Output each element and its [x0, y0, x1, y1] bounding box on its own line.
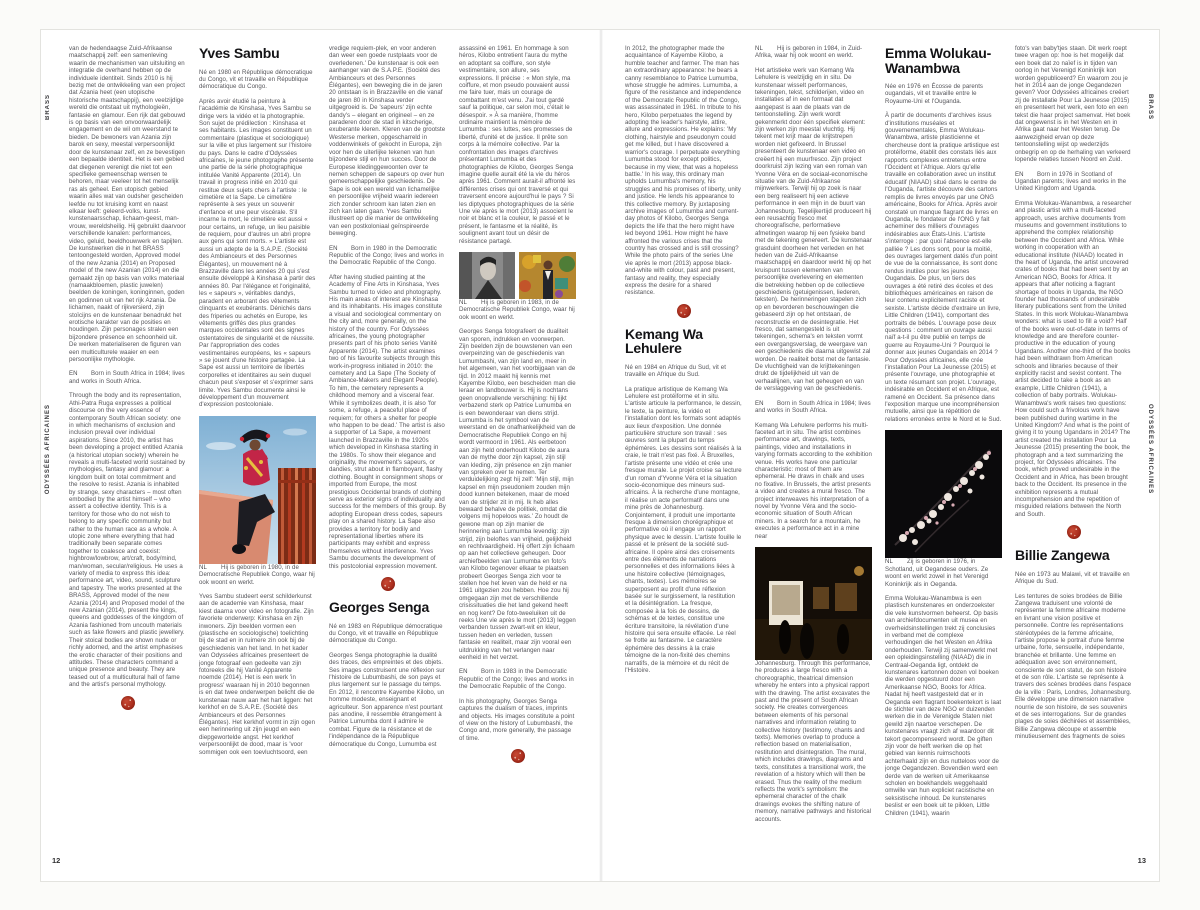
- language-paragraph: NL Zij is geboren in 1976, in Schotland, uit Oegandese ouders. Ze woont en werkt zowel in het Verenigd Koninkrijk als in Oeganda.: [885, 558, 989, 588]
- photo-kemang-installation-view: [755, 547, 872, 660]
- text-column: [755, 45, 872, 859]
- artist-name-heading: Kemang Wa Lehulere: [625, 325, 703, 357]
- body-paragraph: foto's van baby'tjes staan. Dit werk roept twee vragen op: hoe is het mogelijk dat een boek dat zo naïef is in tijden van oorlog in het Verenigd Koninkrijk kon worden gepubliceerd? En waarom zou je het in 2014 aan de jonge Oegandezen geven? Voor Odyssées africaines creëert zij de installatie Pour La Jeunesse (2015) en presenteert het werk, een foto en een tekst die haar project samenvat. Het boek dat ongewenst is in het Westen en in Afrika gaat naar het Westen terug. De aanwezigheid ervan op deze tentoonstelling wijst op wederzijds onbegrip en op de herhaling van verkeerd lopende relaties tussen Noord en Zuid.: [1015, 45, 1131, 164]
- edge-label-odyssees-africaines: ODYSSÉES AFRICAINES: [45, 404, 51, 495]
- language-paragraph: EN Born in 1983 in the Democratic Republic of the Congo; lives and works in the Democratic Republic of the Congo.: [459, 668, 574, 691]
- artist-name-heading: Georges Senga: [329, 599, 430, 616]
- language-marker: EN: [755, 399, 764, 407]
- language-marker: EN: [1015, 170, 1024, 178]
- red-seal-stamp: [1067, 525, 1081, 539]
- body-paragraph: vredige requiem-plek, en voor anderen dan weer een goede rustplaats voor de overledenen.' De kunstenaar is ook een aanhanger van de S.A.P.E. (Société des Ambianceurs et des Personnes Élégantes), een beweging die in de jaren 20 ontstaan is in Brazzaville en die vanaf de jaren 80 in Kinshasa verder uitgegroeid is. De 'sapeurs' zijn echte dandy's – elegant en origineel – en ze paraderen door de stad in kitscherige, exuberante kleren. Kleren van de grootste Westerse merken, opgescharreld in voddenwinkels of gekocht in Europa, zijn voor hen de uiterlijke tekenen van hun bijzondere stijl en hun succes. Door de Europese kledinggewoonten over te nemen scheppen de sapeurs op over hun gemeenschappelijke geschiedenis. De Sape is ook een wereld van lichamelijke en persoonlijke vrijheid waarin iedereen zich zonder schroom kan laten zien en zich kan laten gaan. Yves Sambu illustreert op die manier de ontwikkeling van een postkoloniaal geïnspireerde beweging.: [329, 45, 446, 238]
- body-paragraph: Johannesburg. Through this performance, he produces a large fresco with a choreographic, theatrical dimension whereby he enters into a physical rapport with the drawing. The artist excavates the past and the present of South African society. He creates convergences between elements of his personal narratives and information relating to collective history (testimony, chants and texts). Memories overlap to produce a reflection based on materialisation, restitution and disintegration. The mural, which includes drawings, diagrams and texts, constitutes a transitional work, the revelation of a history which will then be erased. Thus the reality of the medium reflects the work's symbolism: the ephemeral character of the chalk drawings evokes the shifting nature of memory, narrative pathways and historical accounts.: [755, 660, 872, 823]
- body-paragraph: Georges Senga photographie la dualité des traces, des empreintes et des objets. Ses images construisent une réflexion sur l'histoire de Lubumbashi, de son pays et plus largement sur le passage du temps. En 2012, il rencontre Kayembe Kilobo, un homme modeste, enseignant et agriculteur. Son apparence n'est pourtant pas anodine, il ressemble étrangement à Patrice Lumumba dont il admire le combat. Figure de la résistance et de l'indépendance de la République démocratique du Congo, Lumumba est: [329, 651, 445, 748]
- red-seal-stamp: [381, 577, 395, 591]
- text-column: [69, 45, 186, 859]
- language-marker: NL: [755, 45, 763, 52]
- body-paragraph: Kemang Wa Lehulere performs his multi-faceted art in situ. The artist combines performance art, drawings, texts, paintings, video and installations in varying formats according to the exhibition venue. His works have one particular characteristic: most of them are ephemeral. He draws in chalk and uses no fixative. In Brussels, the artist presents a video and creates a mural fresco. The project interweaves his interpretation of a novel by Yvonne Véra and the socio-economic situation of South African miners. In a search for a mountain, he executes a performance act in a mine near: [755, 421, 872, 540]
- text-column: [459, 45, 576, 859]
- edge-label-brass: BRASS: [1147, 94, 1153, 121]
- body-paragraph: Après avoir étudié la peinture à l'académie de Kinshasa, Yves Sambu se dirige vers la vidéo et la photographie. Son sujet de prédilection : Kinshasa et ses habitants. Les images constituent un commentaire (plastique et sociologique) sur la ville et plus largement sur l'histoire du pays. Dans le cadre d'Odyssées africaines, le jeune photographe présente une partie de la série photographique intitulée Vanité Apparente (2014). Un travail in progress initié en 2010 qui restitue deux sujets chers à l'artiste : le cimetière et la Sape. Le cimetière représente à ses yeux un souvenir d'enfance et une peur viscérale. S'il incarne la mort, le cimetière est aussi « pour certains, un refuge, un lieu paisible de requiem, pour d'autres un abri propre aux gens qui sont morts. » L'artiste est aussi un adepte de la S.A.P.E. (Société des Ambianceurs et des Personnes Élégantes), un mouvement né à Brazzaville dans les années 20 qui s'est ensuite développé à Kinshasa à partir des années 80. Par l'élégance et l'originalité, les « sapeurs », véritables dandys, paradent en arborant des vêtements clinquants et exubérants. Dénichés dans des friperies ou achetés en Europe, les vêtements griffés des plus grandes marques occidentales sont des signes ostentatoires de singularité et de réussite. Par l'appropriation des codes vestimentaires européens, les « sapeurs » se jouent d'une histoire partagée. La Sape est aussi un territoire de libertés corporelles et identitaires au sein duquel chacun peut s'exposer et s'exprimer sans limite. Yves Sambu documente ainsi le développement d'un mouvement d'expression postcoloniale.: [199, 97, 316, 409]
- text-column: [329, 45, 446, 859]
- language-marker: EN: [459, 668, 468, 676]
- photo-emma-blossoms: [885, 430, 1002, 558]
- body-paragraph: Through the body and its representation, Athi-Patra Ruga expresses a political discourse on the very essence of contemporary South African society: one in which mechanisms of exclusion and inclusion prevail over individual aspirations. Since 2010, the artist has been developing a project entitled Azania (a historical utopian society) wherein he reveals a multi-faceted world sustained by mythologies, fantasy and glamour: a kingdom built on total commitment and the resolve to resist. Azania is inhabited by strange, sexy characters – most often embodied by the artist himself – who assert a collective identity. This is a territory for those who do not wish to belong to any specific community but rather to the human race as a whole. A utopic zone where everything that had traditionally been separate comes together to coalesce and coexist: highbrow/lowbrow, art/craft, body/mind, man/woman, secular/religious. He uses a variety of media to express this idea: performance art, video, sound, sculpture and tapestry. The works presented at the BRASS, Approved model of the new Azania (2014) and Proposed model of the new Azanian (2014), present the kings, queens and goddesses of the kingdom of Azania fashioned from uncouth materials such as fake flowers and plastic jewellery. Their stoical bodies are shown nude or richly adorned, and the artist emphasises the erotic character of their positions and attitudes. These characters command a unique presence and beauty. They are teased out of a multicultural hall of fame and the artist's personal mythology.: [69, 392, 186, 689]
- columns-left: [69, 45, 576, 859]
- photo-yves-sambu-sapeur: [199, 416, 316, 564]
- language-paragraph: EN Born in South Africa in 1984; lives and works in South Africa.: [755, 399, 871, 415]
- body-paragraph: Né en 1984 en Afrique du Sud, vit et travaille en Afrique du Sud.: [625, 363, 726, 379]
- edge-label-odyssees-africaines: ODYSSÉES AFRICAINES: [1147, 404, 1153, 495]
- columns-right: [625, 45, 1132, 859]
- body-paragraph: Het artistieke werk van Kemang Wa Lehulere is veelzijdig en in situ. De kunstenaar wisselt performances, tekeningen, tekst, schilderijen, video en installaties af in een formaat dat aangepast is aan de plaats van de tentoonstelling. Zijn werk wordt gekenmerkt door één specifiek element: zijn werken zijn meestal vluchtig. Hij tekent met krijt maar de krijtstrepen worden niet gefixeerd. In Brussel presenteert de kunstenaar een video en creëert hij een muurfresco. Zijn project doorkruist zijn lezing van een roman van Yvonne Véra en de sociaal-economische situatie van de Zuid-Afrikaanse mijnwerkers. Terwijl hij op zoek is naar een berg realiseert hij een actieve performance in een mijn in de buurt van Johannesburg. Tegelijkertijd produceert hij een reusachtig fresco met choreografische, performatieve afmetingen waarop hij een fysieke band met de tekening genereert. De kunstenaar grasduint doorheen het verleden en het heden van de Zuid-Afrikaanse maatschappij en daardoor werkt hij op het kruispunt tussen elementen van persoonlijke overlevering en elementen die betrekking hebben op de collectieve geschiedenis (getuigenissen, liederen, teksten). De herinneringen stapelen zich op en bevorderen beschouwingen die gebaseerd zijn op het ontstaan, de reconstructie en de desintegratie. Het fresco, dat samengesteld is uit tekeningen, schema's en teksten vormt een overgangsverslag, de weergave van een geschiedenis die daarna uitgewist zal worden. De realiteit botst met de fantasie. De vluchtigheid van de krijttekeningen drukt de tijdelijkheid uit van de verhaallijnen, van het geheugen en van de verslaggeving van de geschiedenis.: [755, 66, 872, 393]
- language-paragraph: EN Born in South Africa in 1984; lives and works in South Africa.: [69, 370, 185, 385]
- spine-divider: [599, 30, 603, 881]
- magazine-spread: [40, 29, 1160, 882]
- page-right: [600, 30, 1159, 881]
- body-paragraph: In his photography, Georges Senga captures the dualism of traces, imprints and objects. His images constitute a point of view on the history of Lubumbashi, the Congo and, more generally, the passage of time.: [459, 697, 575, 742]
- language-paragraph: EN Born in 1980 in the Democratic Republic of the Congo; lives and works in the Democratic Republic of the Congo.: [329, 244, 444, 267]
- body-paragraph: assassiné en 1961. En hommage à son héros, Kilobo entretient l'aura du mythe en adoptant sa coiffure, son style vestimentaire, son allure, ses expressions. Il précise : « Mon style, ma coiffure, et mon pseudo pouvaient aussi me faire tuer, mais un courage de combattant m'est venu. J'ai tout gardé sauf la politique, car selon moi, c'était le désespoir. » À sa manière, l'homme ordinaire maintient la mémoire de Lumumba : ses luttes, ses promesses de liberté, d'unité et de justice. Il prête son corps à la mémoire collective. Par la confrontation des images d'archives présentant Lumumba et des photographies de Kilobo, Georges Senga imagine quelle aurait été la vie du héros après 1961. Comment aurait-il affronté les différentes crises qui ont traversé et qui traversent encore aujourd'hui le pays ? Si les diptyques photographiques de la série Une vie après le mort (2013) associent le noir et blanc et la couleur, le passé et le présent, le fantasme et la réalité, ils soulignent avant tout un désir de résistance partagé.: [459, 45, 576, 245]
- body-paragraph: Emma Wolukau-Wanambwa is een plastisch kunstenares en onderzoekster die vele kunstvormen beheerst. Op basis van archiefdocumenten uit musea en overheidsinstellingen trekt zij conclusies in verband met de complexe verhoudingen die het Westen en Afrika onderhouden. Terwijl zij samenwerkt met een opleidingsinstelling (NIAAD) die in Centraal-Oeganda ligt, ontdekt de kunstenares kartonnen dozen vol boeken die werden opgestuurd door een Amerikaanse NGO, Books for Africa. Nadat hij heeft vastgesteld dat er in Oeganda een flagrant boekentekort is laat de stichter van deze NGO er duizenden werken die in de Verenigde Staten niet gewild zijn naartoe verschepen. De kunstenares vraagt zich af waardoor dit tekort gecompenseerd wordt. De giften zijn voor de helft werken die op het gebied van kennis ruimschoots achterhaald zijn en dus nutteloos voor de jonge Oegandezen. Bovendien werd een derde van de werken uit Amerikaanse scholen en boekhandels weggehaald omwille van hun expliciet racistische en seksistische inhoud. De kunstenares beslist er een boek uit te pikken, Little Children (1941), waarin: [885, 594, 1002, 817]
- body-paragraph: Née en 1973 au Malawi, vit et travaille en Afrique du Sud.: [1015, 570, 1130, 586]
- artist-name-heading: Yves Sambu: [199, 45, 280, 61]
- page-left: [41, 30, 600, 881]
- text-column: [199, 45, 316, 859]
- language-paragraph: NL Hij is geboren in 1983, in de Democratische Republiek Congo, waar hij ook woont en werkt.: [459, 298, 575, 321]
- body-paragraph: La pratique artistique de Kemang Wa Lehulere est protéiforme et in situ. L'artiste articule la performance, le dessin, le texte, la peinture, la vidéo et l'installation dont les formats sont adaptés aux lieux d'exposition. Une donnée particulière structure son travail : ses œuvres sont la plupart du temps éphémères. Les dessins sont réalisés à la craie, le trait n'est pas fixé. À Bruxelles, l'artiste présente une vidéo et crée une fresque murale. Le projet croise sa lecture d'un roman d'Yvonne Véra et la situation socio-économique des mineurs sud-africains. À la recherche d'une montagne, il réalise un acte performatif dans une mine près de Johannesburg. Conjointement, il produit une importante fresque à dimension chorégraphique et performative où il engage un rapport physique avec le dessin. L'artiste fouille le passé et le présent de la société sud-africaine. Il opère ainsi des croisements entre des éléments de narrations personnelles et des informations liées à une histoire collective (témoignages, chants, textes). Les mémoires se superposent au profit d'une réflexion basée sur le surgissement, la restitution et la désintégration. La fresque, composée à la fois de dessins, de schémas et de textes, constitue une écriture transitoire, la révélation d'une histoire qui sera ensuite effacée. Le réel se frotte au fantasme. Le caractère éphémère des dessins à la craie témoigne de la non-fixité des chemins narratifs, de la mémoire et du récit de l'Histoire.: [625, 385, 742, 675]
- body-paragraph: Emma Wolukau-Wanambwa, a researcher and plastic artist with a multi-faceted approach, uses archive documents from museums and government institutions to apprehend the complex relationship between the Occident and Africa. While working in cooperation with an educational institute (NIAAD) located in the heart of Uganda, the artist uncovered crates of books that had been sent by an American NGO, Books for Africa. It appears that after noticing a flagrant shortage of books in Uganda, the NGO founder had thousands of undesirable literary publications sent from the United States. In this work Wolukau-Wanambwa wonders: what is used to fill a void? Half of the books were out-of-date in terms of knowledge and are therefore counter-productive in the education of young Ugandans. Another one-third of the books had been withdrawn from American schools and libraries because of their explicitly racist and sexist content. The artist decided to take a book as an example, Little Children (1941), a collection of baby portraits. Wolukau-Wanambwa's work raises two questions: How could such a frivolous work have been published during wartime in the United Kingdom? And what is the point of giving it to young Ugandans in 2014? The artist created the installation Pour La Jeunesse (2015) presenting the book, the photograph and a text summarizing the project, for Odyssées africaines. The book, which proved undesirable in the Occident and in Africa, has been brought back to the Occident. Its presence in the exhibition represents a mutual incomprehension and the repetition of misguided relations between the North and South.: [1015, 199, 1132, 518]
- text-column: [625, 45, 742, 859]
- text-column: [885, 45, 1002, 859]
- language-marker: EN: [69, 370, 78, 378]
- language-paragraph: NL Hij is geboren in 1980, in de Democratische Republiek Congo, waar hij ook woont en werkt.: [199, 563, 315, 586]
- red-seal-stamp: [121, 696, 135, 710]
- artist-name-heading: Emma Wolukau-Wanambwa: [885, 45, 992, 76]
- body-paragraph: À partir de documents d'archives issus d'institutions muséales et gouvernementales, Emma Wolukau-Wanambwa, artiste plasticienne et chercheuse dont la pratique artistique est protéiforme, établit des constats liés aux rapports complexes entretenus entre l'Occident et l'Afrique. Alors qu'elle travaille en collaboration avec un institut éducatif (NIAAD) situé dans le centre de l'Ouganda, l'artiste découvre des cartons remplis de livres envoyés par une ONG américaine, Books for Africa. Après avoir constaté un manque flagrant de livres en Ouganda, le fondateur de l'ONG y fait acheminer des milliers d'ouvrages indésirables aux États-Unis. L'artiste s'interroge : par quoi l'absence est-elle palliée ? Les dons sont, pour la moitié, des ouvrages largement datés d'un point de vue de la connaissance, ils sont donc rendus inutiles pour les jeunes Ougandais. De plus, un tiers des ouvrages a été retiré des écoles et des bibliothèques américaines en raison de leur contenu explicitement raciste et sexiste. L'artiste décide d'extraire un livre, Little Children (1941), comportant des portraits de bébés. L'ouvrage pose deux questions : comment un ouvrage aussi naïf a-t-il pu être publié en temps de guerre au Royaume-Uni ? Pourquoi le donner aux jeunes Ougandais en 2014 ? Pour Odyssées africaines, elle crée l'installation Pour La Jeunesse (2015) et présente l'ouvrage, une photographie et un texte résumant son projet. L'ouvrage, indésirable en Occident et en Afrique, est ramené en Occident. Sa présence dans l'exposition marque une incompréhension mutuelle, ainsi que la répétition de relations erronées entre le Nord et le Sud.: [885, 112, 1002, 423]
- text-column: [1015, 45, 1132, 859]
- language-marker: NL: [459, 298, 467, 306]
- body-paragraph: Né en 1980 en République démocratique du Congo, vit et travaille en République démocratique du Congo.: [199, 68, 313, 91]
- language-marker: NL: [885, 558, 893, 566]
- edge-label-brass: BRASS: [45, 94, 51, 121]
- body-paragraph: In 2012, the photographer made the acquaintance of Kayembe Kilobo, a humble teacher and farmer. The man has an extraordinary appearance: he bears a canny resemblance to Patrice Lumumba, whose struggle he admires. Lumumba, a figure of the resistance and independence of the Democratic Republic of the Congo, was assassinated in 1961. In tribute to his hero, Kilobo perpetuates the legend by adopting the leader's hairstyle, attire, allure and expressions. He explains: 'My clothing, hairstyle and pseudonym could get me killed, but I have discovered a warrior's courage. I perpetuate everything Lumumba stood for except politics, because in my view, that was a hopeless battle.' In his way, this ordinary man upholds Lumumba's memory, his struggles and his promises of liberty, unity and justice. He lends his appearance to this collective memory. By juxtaposing archive images of Lumumba and current-day photos of Kilobo, Georges Senga depicts the life that the hero might have led beyond 1961. How might he have affronted the various crises that the country has crossed and is still crossing? While the photo pairs of the series Une vie après le mort (2013) appose black-and-white with colour, past and present, fantasy and reality, they especially express the desire for a shared resistance.: [625, 45, 742, 297]
- language-paragraph: NL Hij is geboren in 1984, in Zuid-Afrika, waar hij ook woont en werkt.: [755, 45, 863, 60]
- artist-name-heading: Billie Zangewa: [1015, 547, 1110, 564]
- body-paragraph: After having studied painting at the Academy of Fine Arts in Kinshasa, Yves Sambu turned to video and photography. His main areas of interest are Kinshasa and its inhabitants. His images constitute a visual and sociological commentary on the city and, more generally, on the history of the country. For Odyssées africaines, the young photographer presents part of his photo series Vanité Apparente (2014). The artist examines two of his favourite subjects through this work-in-progress initiated in 2010: the cemetery and La Sape (The Society of Ambiance-Makers and Elegant People). To him, the cemetery represents a childhood memory and a visceral fear. While it symbolizes death, it is also 'for some, a refuge, a peaceful place of requiem; for others a shelter for people who happen to be dead.' The artist is also a supporter of La Sape, a movement launched in Brazzaville in the 1920s which developed in Kinshasa starting in the 1980s. To show their elegance and originality, the movement's sapeurs, or dandies, strut about in flamboyant, flashy clothing. Bought in consignment shops or imported from Europe, the most prestigious Occidental brands of clothing serve as exterior signs of individuality and success for the members of this group. By adopting European dress codes, sapeurs play on a shared history. La Sape also provides a territory for bodily and representational liberties where its participants may exhibit and express themselves without interference. Yves Sambu documents the development of this postcolonial expression movement.: [329, 273, 446, 570]
- language-marker: EN: [329, 244, 338, 252]
- page-number-right: 13: [1137, 856, 1146, 865]
- language-paragraph: EN Born in 1976 in Scotland of Ugandan parents; lives and works in the United Kingdom and Uganda.: [1015, 170, 1127, 193]
- page-number-left: 12: [52, 856, 61, 865]
- language-marker: NL: [199, 563, 207, 571]
- red-seal-stamp: [677, 304, 691, 318]
- body-paragraph: Georges Senga fotografeert de dualiteit van sporen, indrukken en voorwerpen. Zijn beelden zijn de bouwstenen van een overpeinzing van de geschiedenis van Lumumbashi, van zijn land en, meer in het algemeen, van het voorbijgaan van de tijd. In 2012 maakt hij kennis met Kayembe Kilobo, een bescheiden man die leraar en landbouwer is. Hij is nochtans geen onopvallende verschijning: hij lijkt verbazend sterk op Patrice Lumumba en is een bewonderaar van diens strijd. Lumumba is het symbool van de weerstand en de onafhankelijkheid van de Democratische Republiek Congo en hij wordt vermoord in 1961. Als eerbetoon aan zijn held onderhoudt Kilobo de aura van de mythe door zijn kapsel, zijn stijl van kleding, zijn présence en zijn manier van spreken over te nemen. Ter verduidelijking zegt hij zelf: 'Mijn stijl, mijn kapsel en mijn pseudoniem zouden mijn dood kunnen betekenen, maar de moed van de strijder zit in mij. Ik heb alles bewaard behalve de politiek, omdat die volgens mij hopeloos was.' Zo houdt de gewone man op zijn manier de herinnering aan Lumumba levendig: zijn strijd, zijn beloftes van vrijheid, gelijkheid en rechtvaardigheid. Hij offert zijn lichaam op aan het collectieve geheugen. Door archiefbeelden van Lumumba en foto's van Kilobo tegenover elkaar te plaatsen probeert Georges Senga zich voor te stellen hoe het leven van de held er na 1961 uitgezien zou hebben. Hoe zou hij omgegaan zijn met de verschillende crisissituaties die het land gekend heeft en nog kent? De foto-tweeluiken uit de reeks Une vie après le mort (2013) leggen verbanden tussen zwart-wit en kleur, tussen heden en verleden, tussen fantasie en realiteit, maar zijn vooral een uitdrukking van het verlangen naar eenheid in het verzet.: [459, 328, 576, 662]
- body-paragraph: Né en 1983 en République démocratique du Congo, vit et travaille en République démocratique du Congo.: [329, 622, 443, 645]
- red-seal-stamp: [511, 749, 525, 763]
- photo-lumumba-kilobo-diptych: [459, 252, 576, 299]
- body-paragraph: Née en 1976 en Écosse de parents ougandais, vit et travaille entre le Royaume-Uni et l'Ouganda.: [885, 83, 984, 105]
- body-paragraph: Les tentures de soies brodées de Billie Zangewa traduisent une volonté de représenter la femme africaine moderne en livrant une vision positive et personnelle. Contre les représentations stéréotypées de la femme africaine, l'artiste propose le portrait d'une femme urbaine, forte, sensuelle, indépendante, branchée et brillante. Une femme en adéquation avec son environnement, consciente de son statut, de son histoire et de son rôle. L'artiste se représente à travers des scènes brodées dans l'espace de la ville : Paris, Londres, Johannesburg. Elle développe une dimension narrative nourrie de son histoire, de ses souvenirs et de ses interrogations. Sur de grandes plages de soies déchirées et assemblées, Billie Zangewa découpe et assemble minutieusement des fragments de soies: [1015, 592, 1132, 741]
- body-paragraph: van de hedendaagse Zuid-Afrikaanse maatschappij zelf: een samenleving waarin de mechanismen van uitsluiting en integratie de overhand hebben op de individuele identiteit. Sinds 2010 is hij bezig met de ontwikkeling van een project dat Azania heet (een utopische historische maatschappij), een veelzijdige wereld die ontstaat uit mythologieën, fantasie en glamour. Een rijk dat gebouwd is op basis van een onvoorwaardelijk engagement en de wil om weerstand te bieden. De bewoners van Azania zijn barok en sexy, meestal verpersoonlijkt door de kunstenaar zelf, en ze bevestigen een bepaalde identiteit. Het is een gebied dat diegenen verenigt die niet tot een specifieke gemeenschap wensen te behoren, maar veeleer tot het menselijk ras als geheel. Een utopisch gebied waarin alles wat van oudsher gescheiden leefde nu tot kruising komt en naast elkaar leeft: geleerd-volks, kunst-kunstenaarsschap, lichaam-geest, man-vrouw, wereldsheilig. Hij gebruikt daarvoor verschillende kanalen: performances, video, geluid, beeldhouwwerk en tapijten. De kunstwerken die in het BRASS tentoongesteld worden, Approved model of the new Azania (2014) en Proposed model of the new Azanian (2014) en die gemaakt zijn op basis van volks materiaal (namaakbloemen, plastic juwelen) beelden de koningen, koninginnen, goden en godinnen uit van het rijk Azania. De lichamen, naakt of rijkversierd, zijn stoïcijns en de kunstenaar benadrukt het erotische karakter van de posities en houdingen. Zijn personages stralen een bijzondere présence en schoonheid uit. De werken materialiseren de figuren van een multiculturele waaier en een persoonlijke mythologie.: [69, 45, 186, 364]
- body-paragraph: Yves Sambu studeert eerst schilderkunst aan de academie van Kinshasa, maar kiest daarna voor video en fotografie. Zijn favoriete onderwerp: Kinshasa en zijn inwoners. Zijn beelden vormen een (plastische en sociologische) toelichting bij de stad en in ruimere zin ook bij de geschiedenis van het land. In het kader van Odyssées africaines presenteert de jonge fotograaf een gedeelte van zijn fotoreeks die hij Vanité Apparente noemde (2014). Het is een werk 'in progress' waaraan hij in 2010 begonnen is en dat twee onderwerpen belicht die de kunstenaar nauw aan het hart liggen: het kerkhof en de S.A.P.E. (Société des Ambianceurs et des Personnes Élégantes). Het kerkhof vormt in zijn ogen een herinnering uit zijn jeugd en een diepgewortelde angst. Het kerkhof verpersoonlijkt de dood, maar is 'voor sommigen ook een toevluchtsoord, een: [199, 593, 316, 756]
